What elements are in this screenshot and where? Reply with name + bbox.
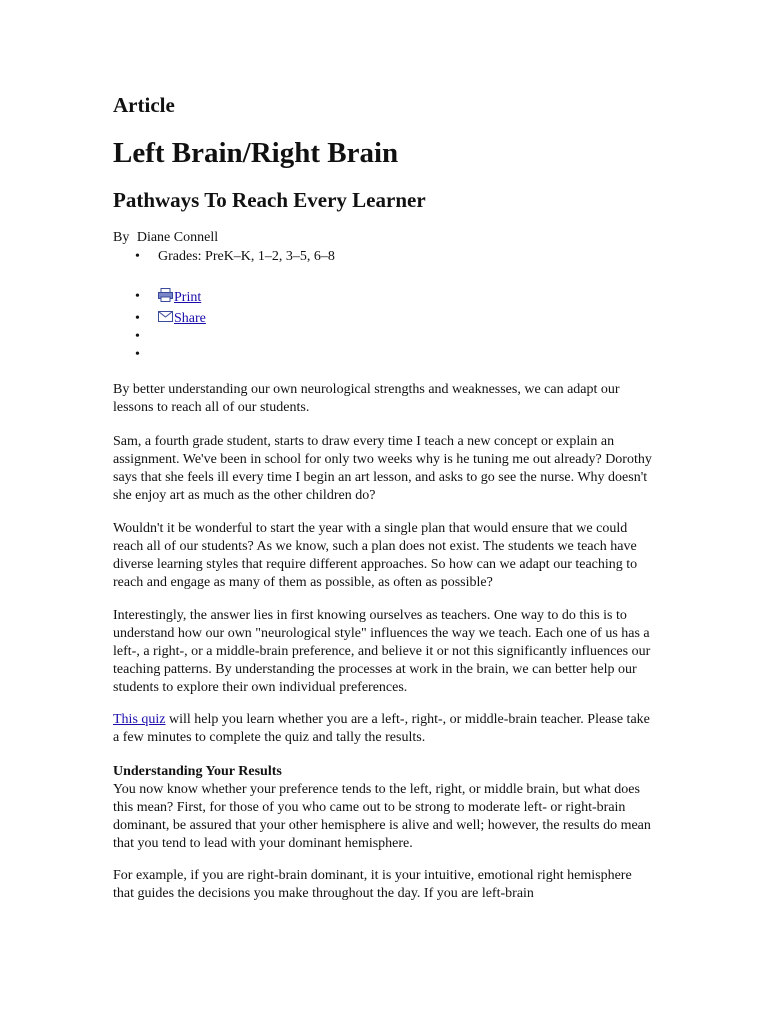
bullet-dot: • xyxy=(135,289,140,304)
grades-text: Grades: PreK–K, 1–2, 3–5, 6–8 xyxy=(158,249,335,264)
print-link[interactable]: Print xyxy=(174,290,202,305)
quiz-link[interactable]: This quiz xyxy=(113,712,166,727)
bullet-dot: • xyxy=(135,311,140,326)
body-paragraph: Sam, a fourth grade student, starts to draw every time I teach a new concept or explain an assignment. We've been in school for only two weeks why is he tuning me out already? Dorothy says that she feels ill every time I begin an art lesson, and asks to go see the nurse. Why doesn't she enjoy art as much as the other children do? xyxy=(113,434,652,503)
body-paragraph: Wouldn't it be wonderful to start the year with a single plan that would ensure that we could reach all of our students? As we know, such a plan does not exist. The students we teach have diverse learning styles that require different approaches. So how can we adapt our teaching to reach and engage as many of them as possible, as often as possible? xyxy=(113,521,638,590)
bullet-dot: • xyxy=(135,249,140,264)
body-paragraph: You now know whether your preference tends to the left, right, or middle brain, but what does this mean? First, for those of you who came out to be strong to moderate left- or right-brain dominant, be assured that your other hemisphere is alive and well; however, the results do mean that you tend to lead with your dominant hemisphere. xyxy=(113,782,651,851)
bullet-dot: • xyxy=(135,329,140,344)
printer-icon[interactable] xyxy=(158,288,173,308)
body-paragraph: Interestingly, the answer lies in first knowing ourselves as teachers. One way to do this is to understand how our own "neurological style" influences the way we teach. Each one of us has a left-, a right-, or a middle-brain preference, and believe it or not this significantly influences our teaching patterns. By understanding the processes at work in the brain, we can better help our students to explore their own individual preferences. xyxy=(113,608,651,695)
envelope-icon[interactable] xyxy=(158,311,173,329)
article-title: Left Brain/Right Brain xyxy=(113,137,399,169)
byline xyxy=(113,229,218,247)
article-subtitle: Pathways To Reach Every Learner xyxy=(113,188,426,212)
body-paragraph-quiz xyxy=(113,711,653,747)
bullet-dot: • xyxy=(135,347,140,362)
article-kicker: Article xyxy=(113,93,175,117)
section-heading: Understanding Your Results xyxy=(113,764,282,779)
byline-label: By xyxy=(113,230,130,245)
body-paragraph: By better understanding our own neurological strengths and weaknesses, we can adapt our lessons to reach all of our students. xyxy=(113,382,620,415)
author-name: Diane Connell xyxy=(136,230,219,245)
quiz-paragraph-text: will help you learn whether you are a left-, right-, or middle-brain teacher. Please take a few minutes to complete the quiz and tally the results. xyxy=(113,712,650,745)
body-paragraph: For example, if you are right-brain dominant, it is your intuitive, emotional right hemisphere that guides the decisions you make throughout the day. If you are left-brain xyxy=(113,868,632,901)
share-link[interactable]: Share xyxy=(174,311,206,326)
